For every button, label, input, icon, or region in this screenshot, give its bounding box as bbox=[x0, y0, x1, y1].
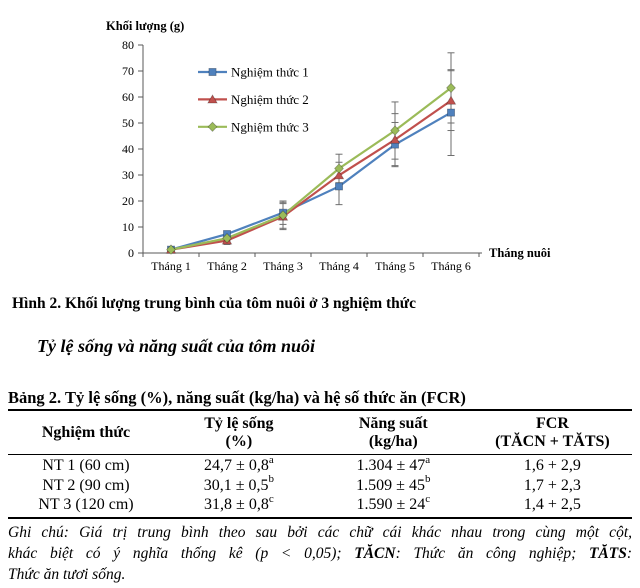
svg-text:Khối lượng (g): Khối lượng (g) bbox=[106, 19, 185, 33]
svg-text:40: 40 bbox=[122, 142, 134, 156]
yield-superscript: b bbox=[424, 473, 431, 486]
table-header-row bbox=[8, 411, 632, 455]
cell-survival bbox=[164, 473, 314, 496]
yield-superscript: c bbox=[425, 492, 431, 505]
yield-value: 1.590 ± 24 bbox=[356, 496, 426, 513]
survival-superscript: b bbox=[268, 473, 275, 486]
footnote-line-2: khác biệt có ý nghĩa thống kê (p < 0,05); TĂCN: Thức ăn công nghiệp; TĂTS: bbox=[8, 544, 633, 562]
cell-survival bbox=[164, 455, 314, 476]
survival-superscript: a bbox=[268, 453, 274, 466]
cell-survival bbox=[164, 492, 314, 518]
col-header-survival bbox=[164, 411, 314, 455]
header-fcr-unit: (TĂCN + TĂTS) bbox=[495, 433, 610, 450]
header-fcr-label: FCR bbox=[535, 415, 569, 432]
svg-text:20: 20 bbox=[122, 194, 134, 208]
survival-value: 30,1 ± 0,5 bbox=[203, 476, 269, 494]
survival-superscript: c bbox=[268, 492, 274, 505]
svg-text:Tháng 1: Tháng 1 bbox=[151, 259, 191, 273]
svg-text:Tháng 6: Tháng 6 bbox=[431, 259, 471, 273]
svg-text:60: 60 bbox=[122, 90, 134, 104]
abbrev-tats: TĂTS bbox=[588, 544, 627, 562]
svg-text:Nghiệm thức 1: Nghiệm thức 1 bbox=[231, 64, 309, 80]
svg-text:Tháng 2: Tháng 2 bbox=[207, 259, 247, 273]
cell-fcr: 1,7 + 2,3 bbox=[523, 476, 581, 494]
yield-superscript: a bbox=[425, 453, 431, 466]
table-row bbox=[8, 476, 632, 496]
header-survival-unit: (%) bbox=[225, 433, 253, 450]
footnote-line-3: Thức ăn tươi sống. bbox=[8, 565, 126, 583]
svg-text:70: 70 bbox=[122, 64, 134, 78]
growth-line-chart bbox=[0, 0, 640, 283]
survival-value: 24,7 ± 0,8 bbox=[204, 457, 269, 474]
svg-text:Tháng 5: Tháng 5 bbox=[375, 259, 415, 273]
col-header-yield bbox=[314, 411, 473, 455]
table-row bbox=[8, 495, 632, 518]
table-row bbox=[8, 455, 632, 476]
svg-text:10: 10 bbox=[122, 220, 134, 234]
svg-text:0: 0 bbox=[128, 246, 134, 260]
col-header-fcr bbox=[473, 411, 632, 455]
header-treatment-label: Nghiệm thức bbox=[41, 424, 131, 441]
yield-value: 1.304 ± 47 bbox=[356, 457, 426, 474]
table-footnote bbox=[8, 522, 632, 585]
cell-yield bbox=[314, 473, 473, 496]
survival-value: 31,8 ± 0,8 bbox=[204, 496, 269, 513]
cell-treatment: NT 3 (120 cm) bbox=[8, 495, 164, 518]
svg-text:Tháng 4: Tháng 4 bbox=[319, 259, 359, 273]
table-title: Bảng 2. Tỷ lệ sống (%), năng suất (kg/ha) và hệ số thức ăn (FCR) bbox=[8, 388, 632, 411]
footnote-line-1: Ghi chú: Giá trị trung bình theo sau bởi các chữ cái khác nhau trong cùng một cột, bbox=[8, 523, 632, 541]
svg-text:Nghiệm thức 2: Nghiệm thức 2 bbox=[231, 91, 309, 107]
cell-treatment: NT 1 (60 cm) bbox=[42, 457, 130, 474]
results-table-block bbox=[8, 388, 632, 519]
cell-fcr: 1,4 + 2,5 bbox=[473, 495, 632, 518]
yield-value: 1.509 ± 45 bbox=[356, 476, 425, 494]
header-yield-unit: (kg/ha) bbox=[368, 433, 418, 450]
figure-caption: Hình 2. Khối lượng trung bình của tôm nuôi ở 3 nghiệm thức bbox=[12, 295, 416, 312]
abbrev-tacn: TĂCN bbox=[354, 544, 396, 562]
header-survival-label: Tỷ lệ sống bbox=[204, 415, 274, 432]
header-yield-label: Năng suất bbox=[358, 415, 428, 432]
cell-yield bbox=[314, 492, 473, 518]
cell-treatment: NT 2 (90 cm) bbox=[42, 476, 130, 494]
section-heading: Tỷ lệ sống và năng suất của tôm nuôi bbox=[37, 336, 316, 356]
svg-text:30: 30 bbox=[122, 168, 134, 182]
svg-text:50: 50 bbox=[122, 116, 134, 130]
col-header-treatment bbox=[8, 411, 164, 455]
results-table bbox=[8, 411, 632, 519]
svg-text:Tháng nuôi: Tháng nuôi bbox=[489, 246, 551, 260]
cell-yield bbox=[314, 455, 473, 476]
cell-fcr: 1,6 + 2,9 bbox=[523, 457, 581, 474]
svg-text:Nghiệm thức 3: Nghiệm thức 3 bbox=[231, 119, 309, 135]
svg-text:80: 80 bbox=[122, 38, 134, 52]
svg-text:Tháng 3: Tháng 3 bbox=[263, 259, 303, 273]
